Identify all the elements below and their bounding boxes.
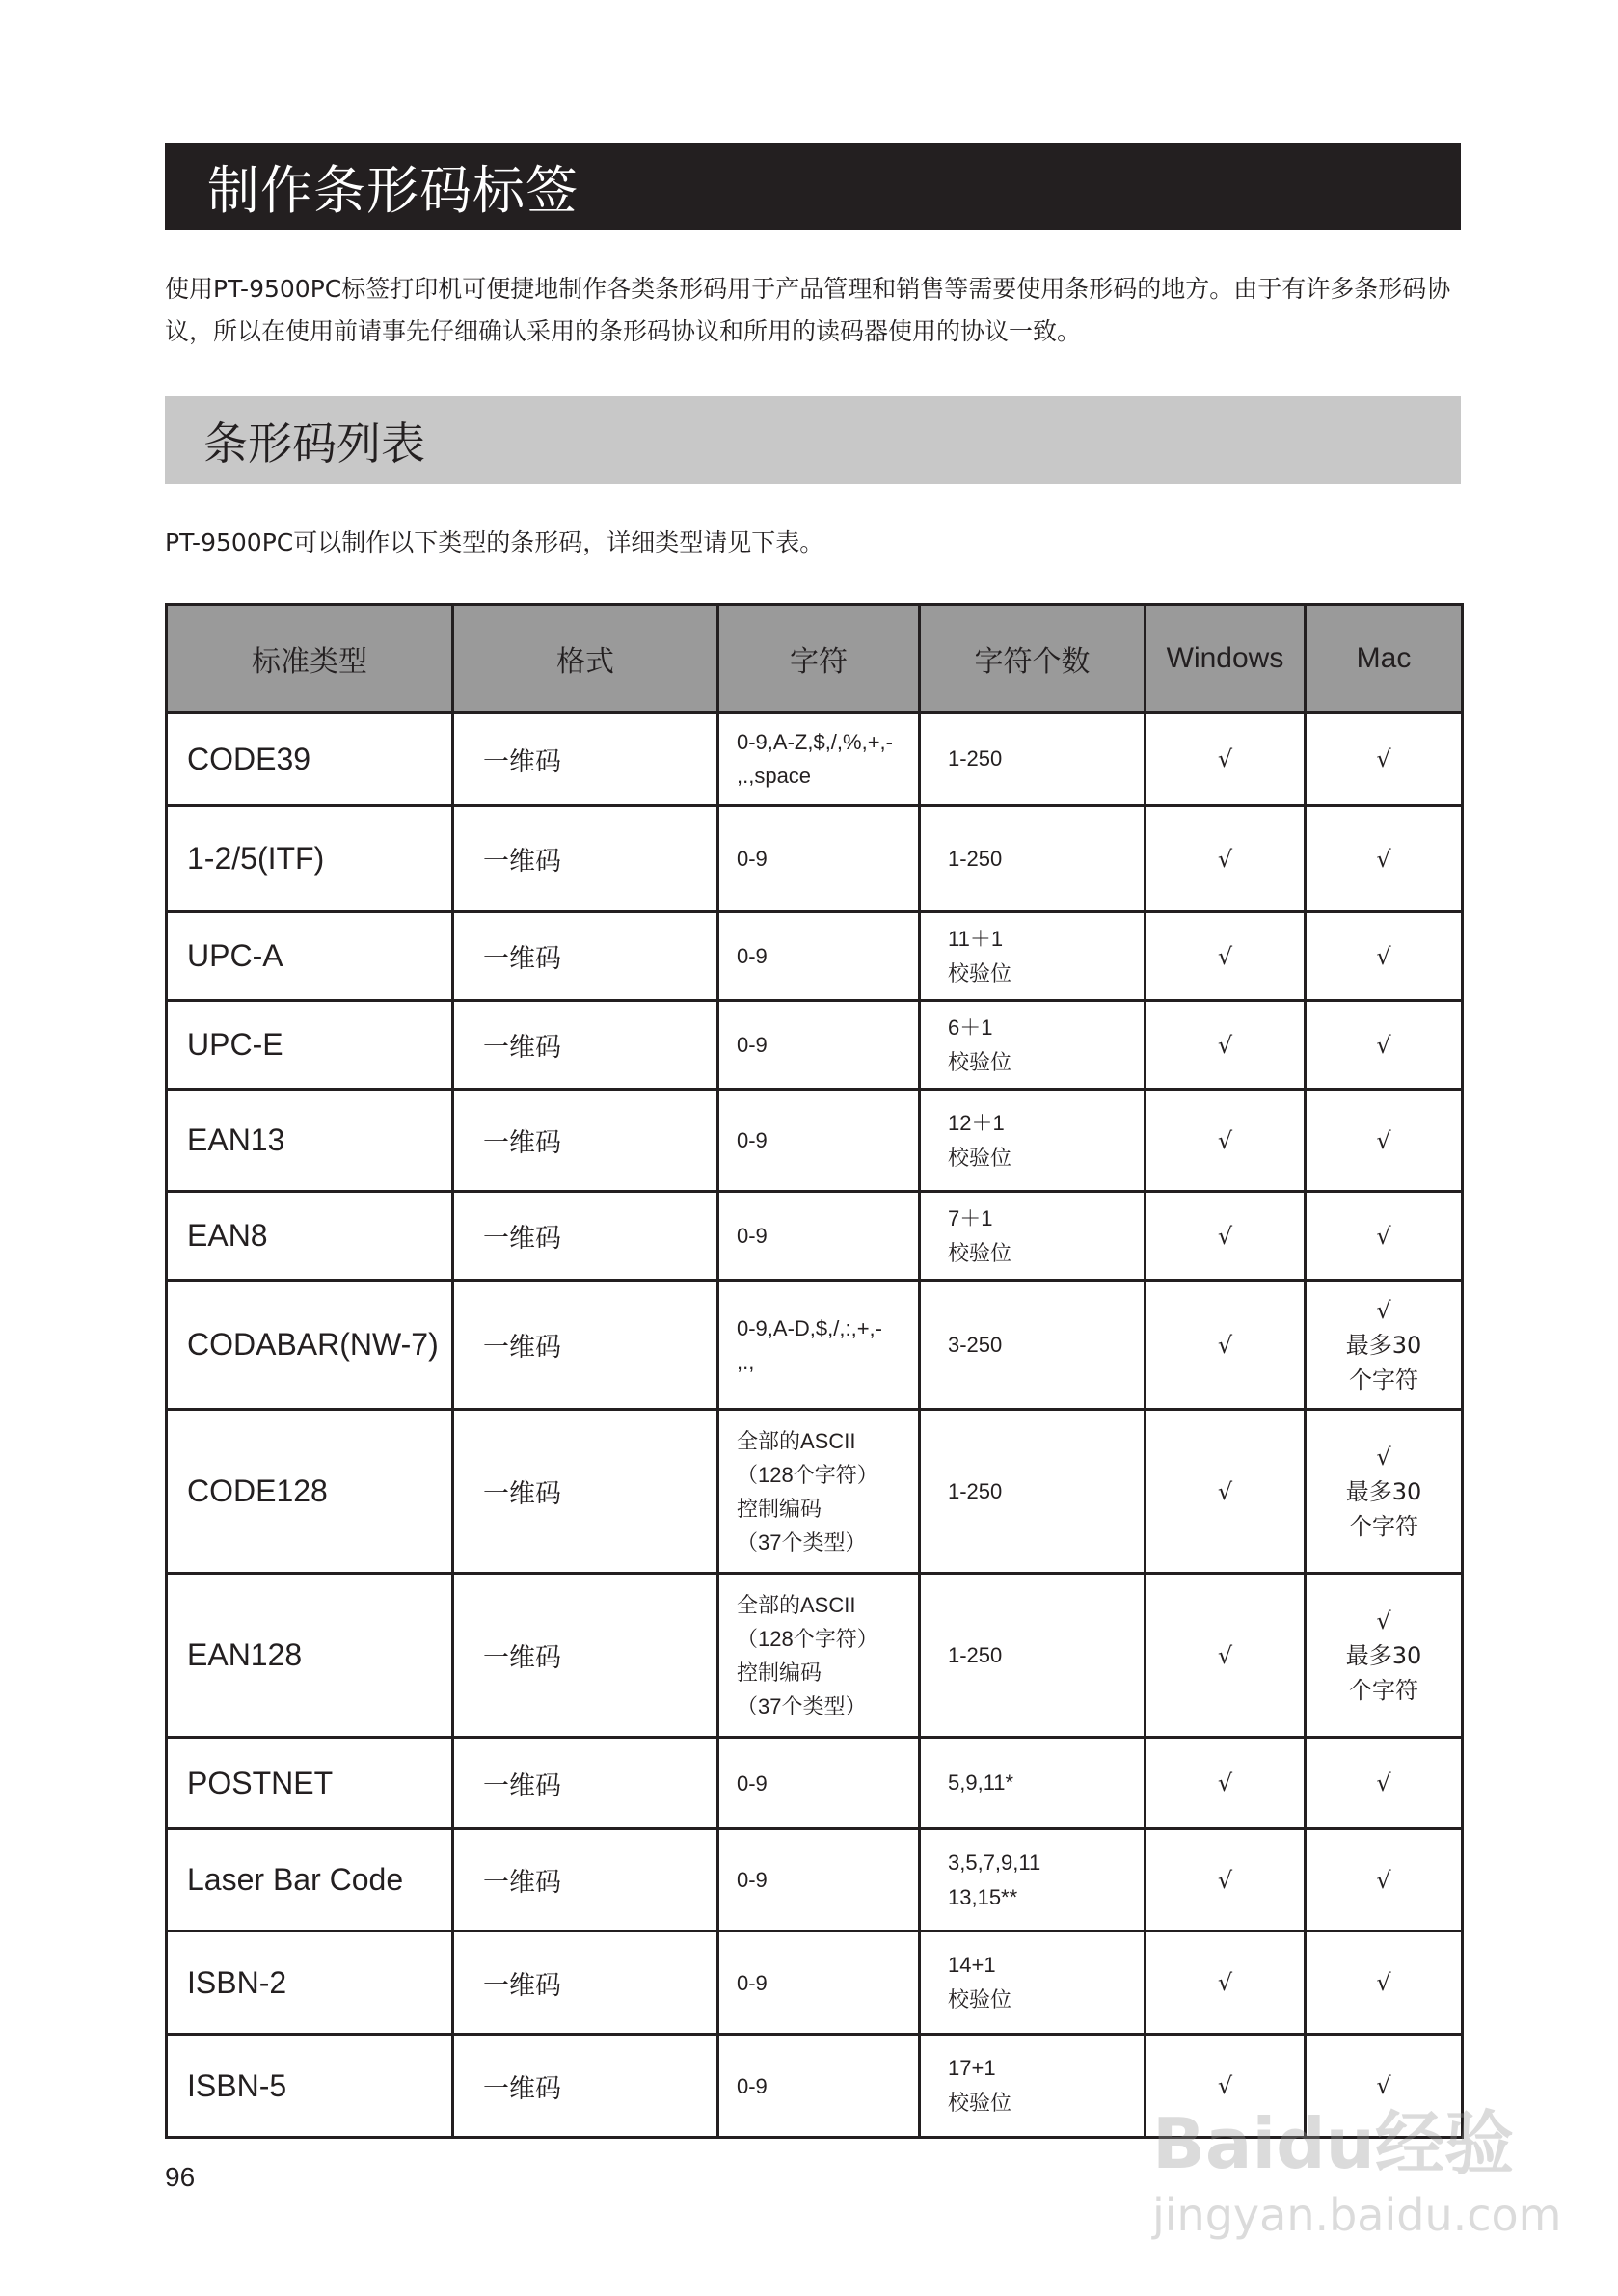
cell-chars: 0-9 [718, 1192, 920, 1281]
cell-windows: √ [1146, 1410, 1306, 1574]
cell-chars: 0-9 [718, 1931, 920, 2035]
cell-format: 一维码 [453, 1574, 718, 1738]
watermark-url: jingyan.baidu.com [1152, 2189, 1562, 2241]
cell-type: POSTNET [167, 1738, 453, 1829]
cell-format: 一维码 [453, 1931, 718, 2035]
cell-count: 5,9,11* [920, 1738, 1146, 1829]
cell-format: 一维码 [453, 1410, 718, 1574]
table-row [167, 1410, 1463, 1574]
cell-mac: √ 最多30 个字符 [1306, 1281, 1463, 1410]
cell-mac: √ [1306, 1829, 1463, 1931]
cell-mac: √ 最多30 个字符 [1306, 1574, 1463, 1738]
cell-type: CODE39 [167, 713, 453, 806]
header-windows: Windows [1146, 605, 1306, 713]
cell-chars: 0-9 [718, 1001, 920, 1090]
header-mac: Mac [1306, 605, 1463, 713]
header-chars: 字符 [718, 605, 920, 713]
table-row [167, 1738, 1463, 1829]
cell-mac: √ [1306, 1738, 1463, 1829]
cell-count: 1-250 [920, 1574, 1146, 1738]
cell-windows: √ [1146, 1192, 1306, 1281]
table-row [167, 912, 1463, 1001]
cell-windows: √ [1146, 1931, 1306, 2035]
cell-format: 一维码 [453, 713, 718, 806]
cell-format: 一维码 [453, 1001, 718, 1090]
barcode-table [165, 603, 1464, 2139]
cell-chars: 全部的ASCII （128个字符） 控制编码 （37个类型） [718, 1574, 920, 1738]
cell-count: 11＋1 校验位 [920, 912, 1146, 1001]
cell-mac: √ [1306, 1001, 1463, 1090]
cell-count: 14+1 校验位 [920, 1931, 1146, 2035]
cell-type: EAN13 [167, 1090, 453, 1192]
page-title: 制作条形码标签 [165, 143, 1461, 230]
cell-mac: √ [1306, 806, 1463, 912]
cell-type: UPC-E [167, 1001, 453, 1090]
cell-chars: 0-9 [718, 1829, 920, 1931]
header-char-count: 字符个数 [920, 605, 1146, 713]
table-row [167, 1001, 1463, 1090]
cell-windows: √ [1146, 1829, 1306, 1931]
cell-windows: √ [1146, 1001, 1306, 1090]
table-row [167, 1281, 1463, 1410]
cell-chars: 0-9 [718, 2035, 920, 2138]
intro-paragraph: 使用PT-9500PC标签打印机可便捷地制作各类条形码用于产品管理和销售等需要使用条形码的地方。由于有许多条形码协议，所以在使用前请事先仔细确认采用的条形码协议和所用的读码器使用的协议一致。 [165, 275, 1451, 345]
cell-mac: √ [1306, 912, 1463, 1001]
cell-format: 一维码 [453, 1281, 718, 1410]
cell-mac: √ [1306, 1090, 1463, 1192]
cell-chars: 全部的ASCII （128个字符） 控制编码 （37个类型） [718, 1410, 920, 1574]
cell-count: 7＋1 校验位 [920, 1192, 1146, 1281]
cell-mac: √ 最多30 个字符 [1306, 1410, 1463, 1574]
cell-type: CODE128 [167, 1410, 453, 1574]
page-number: 96 [165, 2162, 196, 2192]
header-standard-type: 标准类型 [167, 605, 453, 713]
table-caption: PT-9500PC可以制作以下类型的条形码，详细类型请见下表。 [165, 528, 824, 556]
cell-windows: √ [1146, 1090, 1306, 1192]
table-header-row [167, 605, 1463, 713]
cell-chars: 0-9 [718, 1090, 920, 1192]
table-row [167, 1192, 1463, 1281]
cell-mac: √ [1306, 2035, 1463, 2138]
section-title: 条形码列表 [165, 396, 1461, 484]
cell-windows: √ [1146, 912, 1306, 1001]
cell-windows: √ [1146, 1281, 1306, 1410]
table-row [167, 806, 1463, 912]
cell-type: UPC-A [167, 912, 453, 1001]
header-format: 格式 [453, 605, 718, 713]
cell-count: 1-250 [920, 713, 1146, 806]
table-row [167, 1090, 1463, 1192]
cell-windows: √ [1146, 806, 1306, 912]
cell-mac: √ [1306, 713, 1463, 806]
cell-type: EAN128 [167, 1574, 453, 1738]
cell-type: ISBN-5 [167, 2035, 453, 2138]
cell-count: 1-250 [920, 806, 1146, 912]
cell-count: 3-250 [920, 1281, 1146, 1410]
cell-windows: √ [1146, 713, 1306, 806]
cell-format: 一维码 [453, 806, 718, 912]
cell-count: 17+1 校验位 [920, 2035, 1146, 2138]
table-row [167, 2035, 1463, 2138]
cell-type: 1-2/5(ITF) [167, 806, 453, 912]
cell-format: 一维码 [453, 1829, 718, 1931]
cell-format: 一维码 [453, 1738, 718, 1829]
cell-format: 一维码 [453, 1192, 718, 1281]
cell-chars: 0-9 [718, 1738, 920, 1829]
cell-windows: √ [1146, 1574, 1306, 1738]
cell-count: 3,5,7,9,11 13,15** [920, 1829, 1146, 1931]
cell-chars: 0-9,A-D,$,/,:,+,- ,., [718, 1281, 920, 1410]
cell-format: 一维码 [453, 2035, 718, 2138]
cell-chars: 0-9 [718, 912, 920, 1001]
table-row [167, 1829, 1463, 1931]
cell-format: 一维码 [453, 912, 718, 1001]
cell-chars: 0-9 [718, 806, 920, 912]
table-row [167, 713, 1463, 806]
cell-type: EAN8 [167, 1192, 453, 1281]
cell-windows: √ [1146, 2035, 1306, 2138]
cell-count: 6＋1 校验位 [920, 1001, 1146, 1090]
cell-type: CODABAR(NW-7) [167, 1281, 453, 1410]
cell-chars: 0-9,A-Z,$,/,%,+,- ,.,space [718, 713, 920, 806]
cell-type: ISBN-2 [167, 1931, 453, 2035]
cell-mac: √ [1306, 1931, 1463, 2035]
cell-type: Laser Bar Code [167, 1829, 453, 1931]
table-row [167, 1574, 1463, 1738]
table-row [167, 1931, 1463, 2035]
watermark-logo: Baidu经验 [1152, 2103, 1514, 2184]
cell-windows: √ [1146, 1738, 1306, 1829]
cell-count: 1-250 [920, 1410, 1146, 1574]
cell-format: 一维码 [453, 1090, 718, 1192]
cell-mac: √ [1306, 1192, 1463, 1281]
cell-count: 12＋1 校验位 [920, 1090, 1146, 1192]
